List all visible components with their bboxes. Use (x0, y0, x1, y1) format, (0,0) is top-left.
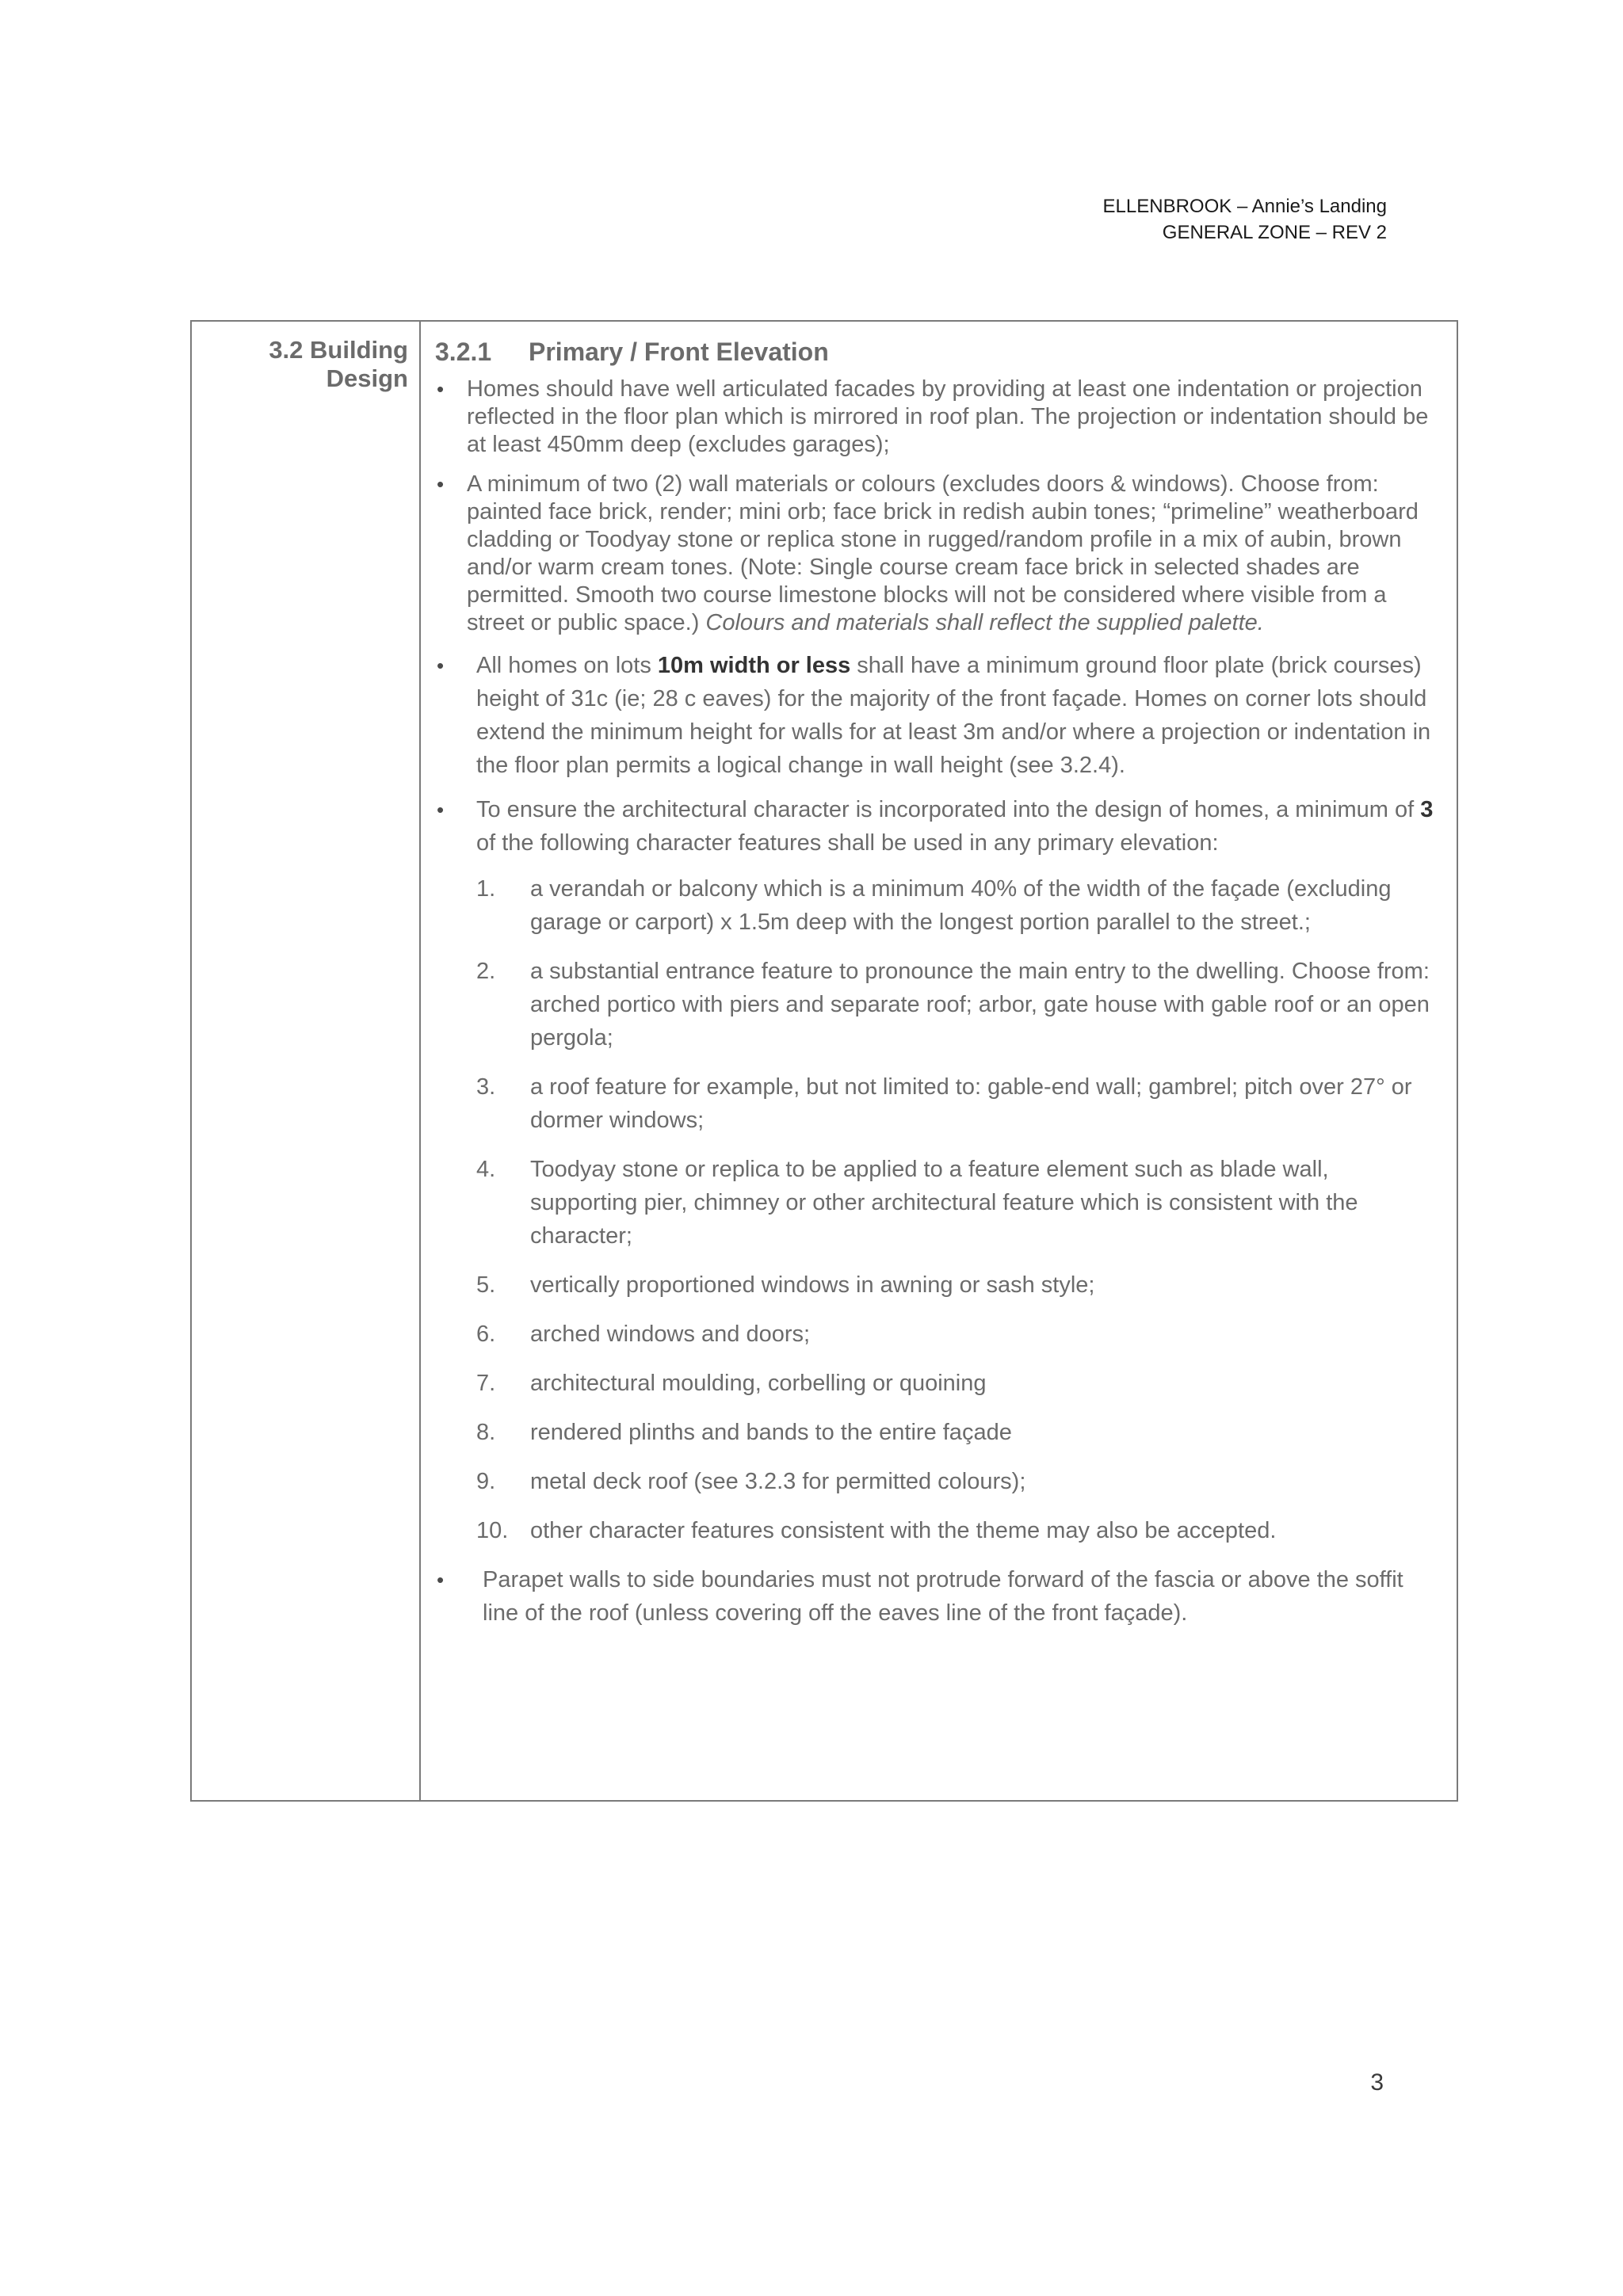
page-number: 3 (1370, 2069, 1384, 2096)
item-text: vertically proportioned windows in awning or sash style; (530, 1272, 1095, 1298)
item-number: 10. (476, 1518, 509, 1543)
list-item (435, 793, 1441, 860)
item-text: Toodyay stone or replica to be applied to a feature element such as blade wall, supporting pier, chimney or other architectural feature which is consistent with the character; (530, 1157, 1358, 1249)
item-text: a substantial entrance feature to pronounce the main entry to the dwelling. Choose from: arched portico with piers and separate roof; arbor, gate house with gable roof or an open pergola; (530, 959, 1430, 1051)
requirements-list-continued (435, 1563, 1441, 1630)
item-number: 6. (476, 1322, 496, 1347)
list-item (435, 955, 1441, 1055)
bullet-text-bold: 10m width or less (657, 653, 851, 678)
list-item (435, 1268, 1441, 1302)
list-item (435, 1465, 1441, 1498)
item-number: 4. (476, 1157, 496, 1182)
list-item (435, 1318, 1441, 1351)
character-features-list (435, 872, 1441, 1547)
item-text: a verandah or balcony which is a minimum 40% of the width of the façade (excluding garage or carport) x 1.5m deep with the longest portion parallel to the street.; (530, 876, 1392, 935)
item-text: arched windows and doors; (530, 1322, 811, 1347)
bullet-icon: • (437, 798, 445, 822)
list-item (435, 1367, 1441, 1400)
requirements-list (435, 376, 1441, 860)
bullet-text: A minimum of two (2) wall materials or colours (excludes doors & windows). Choose from: painted face brick, render; mini orb; face brick in redish aubin tones; “primeline” weatherboard cladding or Toodyay stone or replica stone in rugged/random profile in a mix of aubin, brown and/or warm cream tones. (Note: Single course cream face brick in selected shades are permitted. Smooth two course limestone blocks will not be considered where visible from a street or public space.) (467, 471, 1419, 635)
item-number: 7. (476, 1371, 496, 1396)
subsection-number: 3.2.1 (435, 338, 492, 366)
document-header (1103, 193, 1387, 246)
bullet-icon: • (437, 377, 445, 401)
header-title: ELLENBROOK – Annie’s Landing (1102, 196, 1387, 217)
bullet-text: of the following character features shall be used in any primary elevation: (476, 830, 1219, 856)
section-heading: 3.2 Building Design (269, 336, 408, 392)
subsection-title: Primary / Front Elevation (529, 338, 829, 366)
section-label-column (192, 322, 421, 1800)
item-number: 2. (476, 959, 496, 984)
bullet-text-bold: 3 (1420, 797, 1434, 822)
item-number: 9. (476, 1469, 496, 1494)
list-item (435, 376, 1441, 459)
bullet-icon: • (437, 654, 445, 677)
bullet-text: Parapet walls to side boundaries must not protrude forward of the fascia or above the soffit line of the roof (unless covering off the eaves line of the front façade). (483, 1567, 1403, 1626)
section-content-column (421, 322, 1457, 1800)
bullet-text: All homes on lots (476, 653, 658, 678)
bullet-text: To ensure the architectural character is incorporated into the design of homes, a minimum of (476, 797, 1421, 822)
bullet-text: Homes should have well articulated facades by providing at least one indentation or projection reflected in the floor plan which is mirrored in roof plan. The projection or indentation should be at least 450mm deep (excludes garages); (467, 376, 1429, 457)
list-item (435, 471, 1441, 637)
bullet-text: shall have a minimum ground floor plate (brick courses) height of 31c (ie; 28 c eaves) for the majority of the front façade. Homes on corner lots should extend the minimum height for walls for at least 3m and/or where a projection or indentation in the floor plan permits a logical change in wall height (see 3.2.4). (476, 653, 1431, 778)
item-number: 3. (476, 1074, 496, 1100)
item-text: other character features consistent with the theme may also be accepted. (530, 1518, 1277, 1543)
header-subtitle: GENERAL ZONE – REV 2 (1162, 222, 1387, 243)
bullet-icon: • (437, 472, 445, 496)
bullet-icon: • (437, 1568, 445, 1592)
item-number: 1. (476, 876, 496, 902)
item-text: architectural moulding, corbelling or quoining (530, 1371, 987, 1396)
list-item (435, 649, 1441, 782)
item-text: a roof feature for example, but not limited to: gable-end wall; gambrel; pitch over 27° or dormer windows; (530, 1074, 1412, 1133)
list-item (435, 1514, 1441, 1547)
item-text: metal deck roof (see 3.2.3 for permitted colours); (530, 1469, 1026, 1494)
list-item (435, 872, 1441, 939)
item-number: 8. (476, 1420, 496, 1445)
item-text: rendered plinths and bands to the entire façade (530, 1420, 1012, 1445)
item-number: 5. (476, 1272, 496, 1298)
list-item (435, 1563, 1441, 1630)
list-item (435, 1416, 1441, 1449)
list-item (435, 1070, 1441, 1137)
list-item (435, 1153, 1441, 1253)
bullet-text-italic: Colours and materials shall reflect the supplied palette. (705, 610, 1264, 635)
subsection-heading (435, 336, 1441, 368)
section-table (190, 320, 1458, 1802)
